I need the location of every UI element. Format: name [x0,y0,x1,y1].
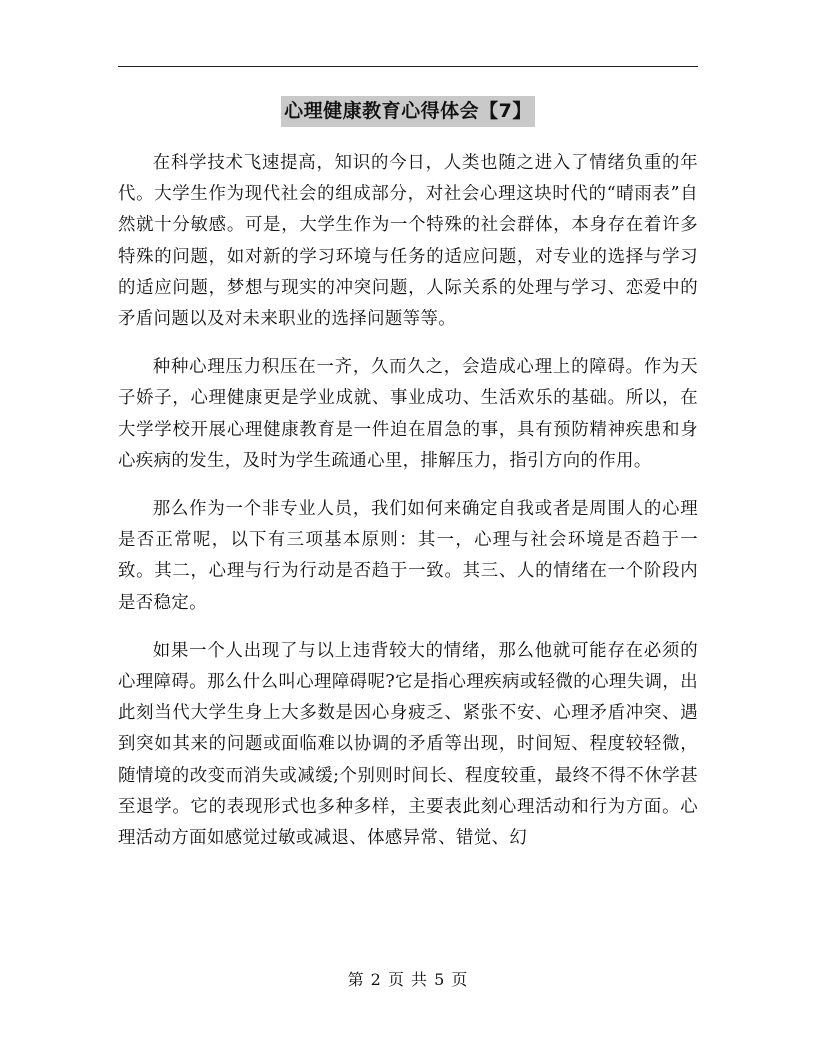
paragraph-2: 种种心理压力积压在一齐，久而久之，会造成心理上的障碍。作为天子娇子，心理健康更是学业成就、事业成功、生活欢乐的基础。所以，在大学学校开展心理健康教育是一件迫在眉急的事，具有预防精神疾患和身心疾病的发生，及时为学生疏通心里，排解压力，指引方向的作用。 [118,357,698,471]
header-rule [118,66,698,67]
paragraph-3: 那么作为一个非专业人员，我们如何来确定自我或者是周围人的心理是否正常呢，以下有三项基本原则：其一，心理与社会环境是否趋于一致。其二，心理与行为行动是否趋于一致。其三、人的情绪在一个阶段内是否稳定。 [118,499,698,613]
document-body [118,148,698,871]
title-container [0,96,816,127]
paragraph-4: 如果一个人出现了与以上违背较大的情绪，那么他就可能存在必须的心理障碍。那么什么叫心理障碍呢?它是指心理疾病或轻微的心理失调，出此刻当代大学生身上大多数是因心身疲乏、紧张不安、心理矛盾冲突、遇到突如其来的问题或面临难以协调的矛盾等出现，时间短、程度较轻微，随情境的改变而消失或减缓;个别则时间长、程度较重，最终不得不休学甚至退学。它的表现形式也多种多样，主要表此刻心理活动和行为方面。心理活动方面如感觉过敏或减退、体感异常、错觉、幻 [118,640,698,849]
paragraph-1: 在科学技术飞速提高，知识的今日，人类也随之进入了情绪负重的年代。大学生作为现代社会的组成部分，对社会心理这块时代的“晴雨表”自然就十分敏感。可是，大学生作为一个特殊的社会群体，本身存在着许多特殊的问题，如对新的学习环境与任务的适应问题，对专业的选择与学习的适应问题，梦想与现实的冲突问题，人际关系的处理与学习、恋爱中的矛盾问题以及对未来职业的选择问题等等。 [118,153,698,330]
document-title: 心理健康教育心得体会【7】 [281,96,535,127]
page-number-footer: 第 2 页 共 5 页 [347,970,469,989]
